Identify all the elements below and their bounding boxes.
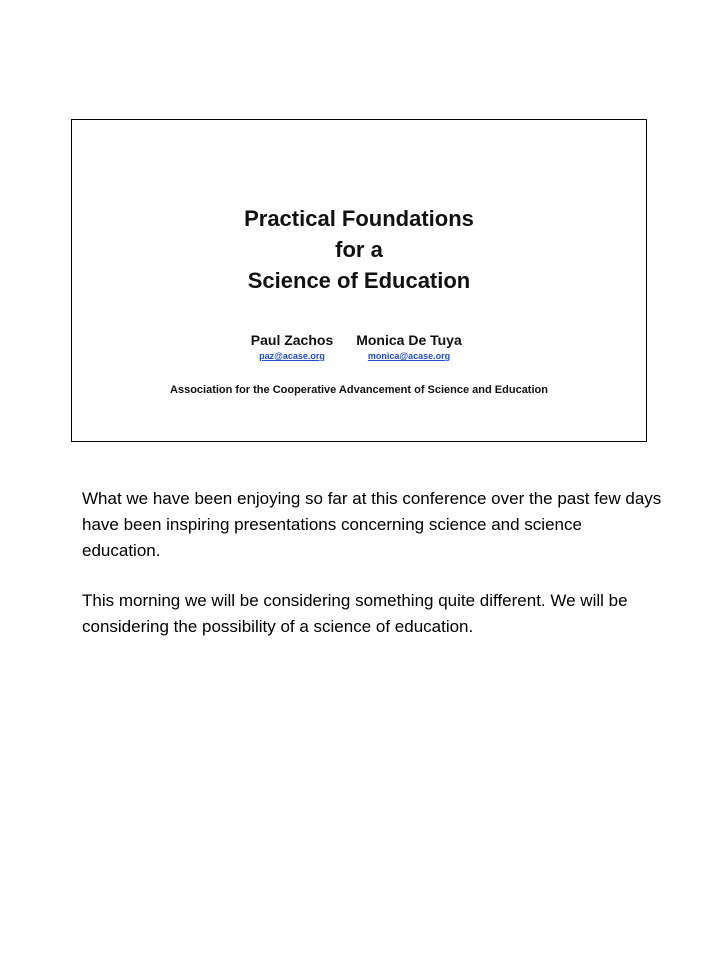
slide-title-line: Science of Education xyxy=(247,268,471,293)
slide-title xyxy=(72,203,646,296)
author-email-link[interactable]: paz@acase.org xyxy=(259,351,325,361)
slide-title-line: for a xyxy=(335,237,383,262)
notes-paragraph: This morning we will be considering something quite different. We will be considering the possibility of a science of education. xyxy=(82,591,628,636)
slide-title-line: Practical Foundations xyxy=(244,206,474,231)
author-list xyxy=(72,330,646,370)
author-name: Paul Zachos xyxy=(250,332,334,348)
speaker-notes xyxy=(82,486,662,664)
slide-thumbnail xyxy=(71,119,647,442)
affiliation: Association for the Cooperative Advancement of Science and Education xyxy=(170,384,548,396)
author-paul-zachos xyxy=(242,330,342,362)
author-email-link[interactable]: monica@acase.org xyxy=(367,351,451,361)
notes-paragraph: What we have been enjoying so far at this conference over the past few days have been inspiring presentations concerning science and science education. xyxy=(82,489,662,560)
author-monica-de-tuya xyxy=(344,330,474,362)
author-name: Monica De Tuya xyxy=(356,332,462,348)
